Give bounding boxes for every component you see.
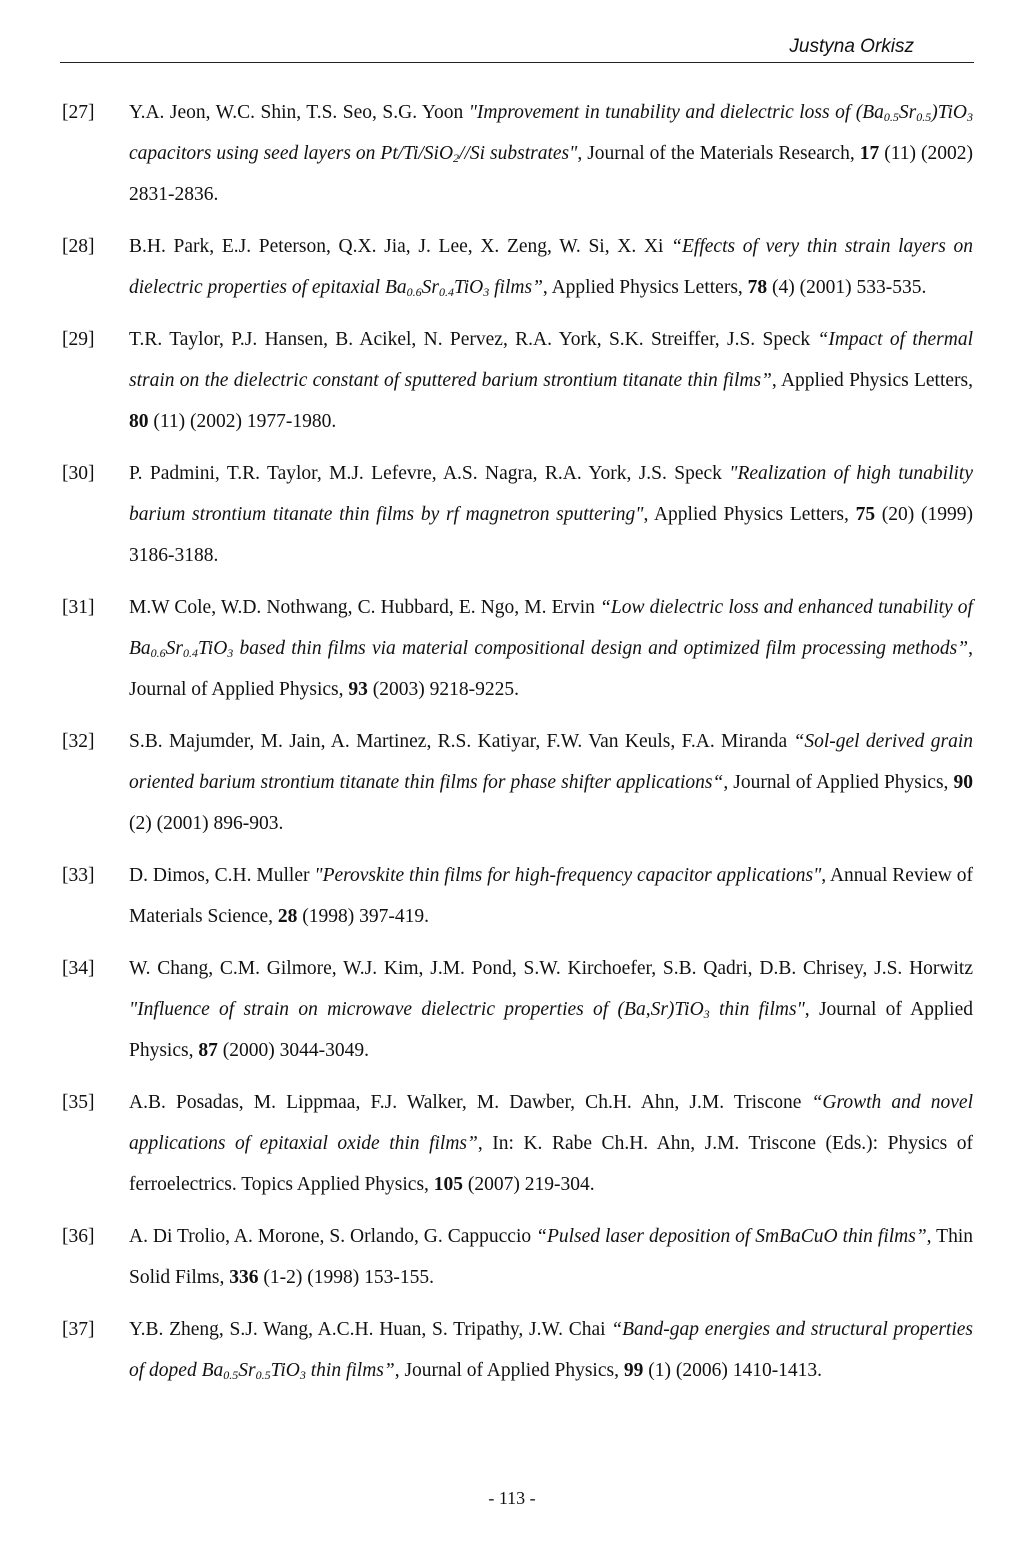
article-title-segment: TiO (453, 277, 484, 298)
subscript: 2 (453, 151, 460, 165)
reference-number: [29] (62, 329, 95, 350)
reference-text (129, 453, 973, 576)
article-title-segment: films” (489, 277, 543, 298)
article-title-segment: thin films” (305, 1360, 395, 1381)
citation-text: (11) (2002) 2831-2836. (129, 143, 973, 205)
reference-text (129, 587, 973, 710)
citation-text: (4) (2001) 533-535. (767, 277, 927, 298)
reference-entry (0, 1216, 1024, 1298)
citation-text: , Applied Physics Letters, (542, 277, 748, 298)
subscript: 0.6 (150, 646, 166, 660)
subscript: 3 (483, 285, 490, 299)
subscript: 0.5 (916, 110, 932, 124)
citation-text: , Journal of Applied Physics, (129, 999, 973, 1061)
article-title-segment: “Effects of very thin strain layers on dielectric properties of epitaxial Ba (129, 236, 973, 298)
citation-text: A.B. Posadas, M. Lippmaa, F.J. Walker, M. Dawber, Ch.H. Ahn, J.M. Triscone (129, 1092, 812, 1113)
article-title-segment: based thin films via material compositional design and optimized film processing methods” (233, 638, 969, 659)
citation-text: , Journal of Applied Physics, (394, 1360, 624, 1381)
subscript: 0.5 (883, 110, 899, 124)
citation-text: , Annual Review of Materials Science, (129, 865, 974, 927)
article-title-segment: "Improvement in tunability and dielectric loss of (Ba (468, 102, 884, 123)
article-title-segment: Sr (165, 638, 184, 659)
reference-number: [35] (62, 1092, 95, 1113)
citation-text: (1998) 397-419. (297, 906, 430, 927)
citation-text: T.R. Taylor, P.J. Hansen, B. Acikel, N. Pervez, R.A. York, S.K. Streiffer, J.S. Speck (129, 329, 818, 350)
reference-number: [32] (62, 731, 95, 752)
reference-entry (0, 587, 1024, 710)
subscript: 0.4 (183, 646, 199, 660)
reference-entry (0, 1309, 1024, 1391)
reference-text (129, 855, 973, 937)
reference-number: [36] (62, 1226, 95, 1247)
reference-text (129, 1309, 973, 1391)
citation-text: (2) (2001) 896-903. (129, 813, 284, 834)
volume-number: 80 (129, 411, 149, 432)
citation-text: (2003) 9218-9225. (367, 679, 519, 700)
volume-number: 99 (623, 1360, 644, 1381)
subscript: 0.5 (255, 1368, 271, 1382)
reference-entry (0, 92, 1024, 215)
volume-number: 90 (953, 772, 973, 793)
citation-text: (2007) 219-304. (463, 1174, 595, 1195)
article-title-segment: “Low dielectric loss and enhanced tunability of Ba (129, 597, 973, 659)
citation-text: P. Padmini, T.R. Taylor, M.J. Lefevre, A.S. Nagra, R.A. York, J.S. Speck (129, 463, 730, 484)
article-title-segment: “Band-gap energies and structural properties of doped Ba (129, 1319, 973, 1381)
reference-number: [31] (62, 597, 95, 618)
article-title-segment: Sr (898, 102, 917, 123)
article-title-segment: "Realization of high tunability barium strontium titanate thin films by rf magnetron sputtering" (129, 463, 973, 525)
citation-text: (1-2) (1998) 153-155. (258, 1267, 434, 1288)
citation-text: (20) (1999) 3186-3188. (129, 504, 973, 566)
article-title-segment: “Sol-gel derived grain oriented barium strontium titanate thin films for phase shifter applications“ (129, 731, 973, 793)
citation-text: , Applied Physics Letters, (771, 370, 973, 391)
running-header-author: Justyna Orkisz (789, 36, 914, 57)
reference-text (129, 319, 973, 442)
citation-text: Y.B. Zheng, S.J. Wang, A.C.H. Huan, S. Tripathy, J.W. Chai (129, 1319, 612, 1340)
subscript: 0.4 (438, 285, 454, 299)
volume-number: 78 (747, 277, 768, 298)
reference-number: [30] (62, 463, 95, 484)
article-title-segment: “Impact of thermal strain on the dielectric constant of sputtered barium strontium titanate thin films” (129, 329, 973, 391)
reference-number: [27] (62, 102, 95, 123)
reference-text (129, 226, 973, 308)
volume-number: 93 (348, 679, 368, 700)
citation-text: , Thin Solid Films, (129, 1226, 973, 1288)
article-title-segment: “Pulsed laser deposition of SmBaCuO thin films” (536, 1226, 927, 1247)
subscript: 0.6 (406, 285, 422, 299)
reference-text (129, 1216, 973, 1298)
reference-entry (0, 226, 1024, 308)
reference-entry (0, 1082, 1024, 1205)
citation-text: , Journal of the Materials Research, (577, 143, 860, 164)
article-title-segment: TiO (270, 1360, 300, 1381)
citation-text: W. Chang, C.M. Gilmore, W.J. Kim, J.M. Pond, S.W. Kirchoefer, S.B. Qadri, D.B. Chrisey, J.S. Horwitz (129, 958, 973, 979)
volume-number: 75 (855, 504, 876, 525)
citation-text: , Journal of Applied Physics, (723, 772, 954, 793)
citation-text: S.B. Majumder, M. Jain, A. Martinez, R.S. Katiyar, F.W. Van Keuls, F.A. Miranda (129, 731, 794, 752)
reference-number: [33] (62, 865, 95, 886)
citation-text: (11) (2002) 1977-1980. (148, 411, 337, 432)
reference-list (0, 92, 1024, 1402)
citation-text: , Journal of Applied Physics, (129, 638, 973, 700)
citation-text: (1) (2006) 1410-1413. (643, 1360, 823, 1381)
reference-entry (0, 855, 1024, 937)
citation-text: M.W Cole, W.D. Nothwang, C. Hubbard, E. Ngo, M. Ervin (129, 597, 601, 618)
citation-text: A. Di Trolio, A. Morone, S. Orlando, G. Cappuccio (129, 1226, 537, 1247)
citation-text: , Applied Physics Letters, (643, 504, 856, 525)
volume-number: 17 (859, 143, 880, 164)
citation-text: Y.A. Jeon, W.C. Shin, T.S. Seo, S.G. Yoon (129, 102, 469, 123)
reference-number: [28] (62, 236, 95, 257)
subscript: 3 (299, 1368, 306, 1382)
article-title-segment: "Influence of strain on microwave dielectric properties of (Ba,Sr)TiO (129, 999, 704, 1020)
citation-text: , In: K. Rabe Ch.H. Ahn, J.M. Triscone (Eds.): Physics of ferroelectrics. Topics Applied Physics, (129, 1133, 973, 1195)
reference-entry (0, 721, 1024, 844)
reference-number: [37] (62, 1319, 95, 1340)
subscript: 3 (703, 1007, 710, 1021)
article-title-segment: thin films" (709, 999, 805, 1020)
reference-text (129, 948, 973, 1071)
reference-entry (0, 948, 1024, 1071)
reference-entry (0, 453, 1024, 576)
citation-text: B.H. Park, E.J. Peterson, Q.X. Jia, J. Lee, X. Zeng, W. Si, X. Xi (129, 236, 672, 257)
reference-text (129, 1082, 973, 1205)
article-title-segment: Sr (421, 277, 439, 298)
article-title-segment: capacitors using seed layers on Pt/Ti/SiO (129, 143, 454, 164)
reference-entry (0, 319, 1024, 442)
article-title-segment: TiO (198, 638, 228, 659)
article-title-segment: //Si substrates" (459, 143, 578, 164)
article-title-segment: “Growth and novel applications of epitaxial oxide thin films” (129, 1092, 973, 1154)
volume-number: 336 (229, 1267, 259, 1288)
article-title-segment: )TiO (931, 102, 967, 123)
subscript: 3 (227, 646, 234, 660)
reference-number: [34] (62, 958, 95, 979)
citation-text: (2000) 3044-3049. (217, 1040, 369, 1061)
reference-text (129, 92, 973, 215)
subscript: 3 (967, 110, 973, 124)
volume-number: 28 (277, 906, 298, 927)
article-title-segment: "Perovskite thin films for high-frequency capacitor applications" (314, 865, 822, 886)
reference-text (129, 721, 973, 844)
volume-number: 87 (198, 1040, 218, 1061)
article-title-segment: Sr (238, 1360, 256, 1381)
subscript: 0.5 (223, 1368, 239, 1382)
volume-number: 105 (433, 1174, 464, 1195)
header-divider (60, 62, 974, 63)
page-number: - 113 - (488, 1488, 536, 1508)
citation-text: D. Dimos, C.H. Muller (129, 865, 315, 886)
